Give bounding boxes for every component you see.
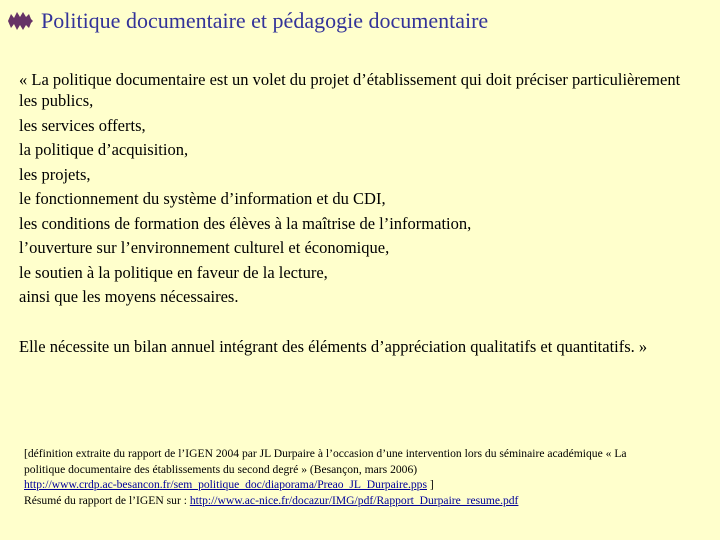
source-link-diaporama[interactable]: http://www.crdp.ac-besancon.fr/sem_politique_doc/diaporama/Preao_JL_Durpaire.pps — [24, 478, 427, 492]
list-item: les services offerts, — [19, 115, 146, 135]
list-item: les publics, — [19, 91, 94, 110]
paragraph-gap — [19, 310, 699, 337]
main-text — [19, 70, 699, 356]
intro-paragraph: « La politique documentaire est un volet du projet d’établissement qui doit préciser particulièrement — [19, 70, 681, 89]
source-link-suffix: ] — [426, 478, 434, 492]
list-item: l’ouverture sur l’environnement culturel et économique, — [19, 238, 390, 257]
source-citation: [définition extraite du rapport de l’IGEN 2004 par JL Durpaire à l’occasion d’une intervention lors du séminaire académique « La politique documentaire des établissements du second degré » (Besançon, mars 2006) — [24, 447, 627, 476]
list-item: les conditions de formation des élèves à la maîtrise de l’information, — [19, 213, 472, 233]
summary-prefix: Résumé du rapport de l’IGEN sur : — [24, 493, 190, 507]
conclusion-paragraph: Elle nécessite un bilan annuel intégrant des éléments d’appréciation qualitatifs et quantitatifs. » — [19, 336, 648, 356]
list-item: le fonctionnement du système d’information et du CDI, — [19, 189, 386, 208]
list-item: les projets, — [19, 164, 91, 184]
summary-note — [24, 493, 664, 509]
list-item: la politique d’acquisition, — [19, 140, 189, 159]
topics-list — [19, 89, 699, 310]
title-row — [6, 8, 488, 34]
leaf-bullet-icon — [6, 10, 34, 32]
list-item: le soutien à la politique en faveur de la lecture, — [19, 262, 328, 282]
source-note-text — [24, 446, 664, 493]
page-title: Politique documentaire et pédagogie documentaire — [41, 8, 489, 33]
list-item: ainsi que les moyens nécessaires. — [19, 287, 239, 306]
summary-link[interactable]: http://www.ac-nice.fr/docazur/IMG/pdf/Rapport_Durpaire_resume.pdf — [189, 493, 519, 507]
source-note — [24, 446, 664, 508]
